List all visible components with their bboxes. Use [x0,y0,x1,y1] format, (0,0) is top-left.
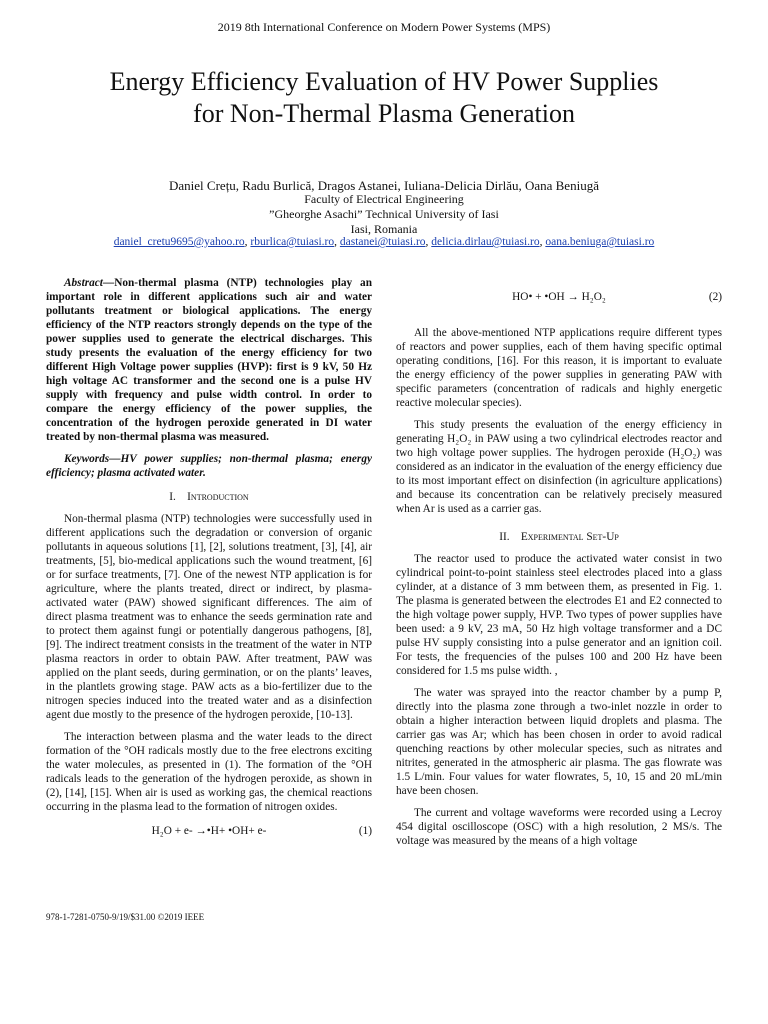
affiliation-faculty: Faculty of Electrical Engineering [304,192,464,206]
email-link[interactable]: daniel_cretu9695@yahoo.ro [113,236,245,248]
abstract-text: —Non-thermal plasma (NTP) technologies play an important role in different applications such air and water pollutants treatment or biological applications. The energy efficiency of the NTP reactors strongly depends on the type of the power supplies used to generate the electrical discharges. This study presents the evaluation of the energy efficiency for two different High Voltage power supplies (HVP): first is 9 kV, 50 Hz high voltage AC transformer and the second one is a pulse HV supply with frequency and pulse width control. In order to compare the energy efficiency of the power supplies, the concentration of the hydrogen peroxide generated in DI water treated by non-thermal plasma was measured. [46,277,372,443]
equation-number: (1) [358,825,372,837]
paragraph: The reactor used to produce the activated water consist in two cylindrical point-to-point stainless steel electrodes placed into a glass cylinder, at a distance of 3 mm between them, as presented in Fig. 1. The plasma is generated between the electrodes E1 and E2 connected to the high voltage power supply, HVP. Two types of power supplies have been used: a 9 kV, 23 mA, 50 Hz high voltage transformer and a DC pulse HV supply consisting into a pulse generator and an ignition coil. For tests, the frequencies of the pulses 100 and 200 Hz have been considered for 1.5 ms pulse width. , [396,553,722,677]
paragraph: All the above-mentioned NTP applications require different types of reactors and power supplies, each of them having specific optimal operating conditions, [16]. For this reason, it is important to evaluate the energy efficiency of the power supplies in generating PAW with specific parameters (concentration of radicals and highly energetic reactive molecular species). [396,327,722,409]
title-line-2: for Non-Thermal Plasma Generation [193,99,575,128]
section-number: II. [499,531,510,543]
section-number: I. [169,491,176,503]
equation-2 [396,290,722,308]
left-column [46,276,372,856]
equation-1 [46,824,372,842]
keywords-text: —HV power supplies; non-thermal plasma; energy efficiency; plasma activated water. [46,453,372,479]
abstract [46,276,372,444]
conference-header: 2019 8th International Conference on Modern Power Systems (MPS) [217,20,551,34]
copyright-footer: 978-1-7281-0750-9/19/$31.00 ©2019 IEEE [46,912,205,922]
email-link[interactable]: dastanei@tuiasi.ro [339,236,426,248]
abstract-label: Abstract [64,277,103,289]
affiliation-location: Iasi, Romania [350,222,418,236]
affiliation [0,192,768,237]
title-line-1: Energy Efficiency Evaluation of HV Power Supplies [109,67,659,96]
section-title: Introduction [187,491,249,503]
equation-expression: HO• + •OH → H₂O₂ [512,291,606,303]
paragraph: The current and voltage waveforms were recorded using a Lecroy 454 digital oscilloscope (OSC) with a high resolution, 2 MS/s. The voltage was measured by the means of a high voltage [396,807,722,847]
paragraph: The interaction between plasma and the water leads to the direct formation of the °OH radicals mostly due to the free electrons exciting the water molecules, as presented in (1). The formation of the °OH radicals leads to the generation of the hydrogen peroxide, as shown in (2), [14], [15]. When air is used as working gas, the chemical reactions occurring in the plasma lead to the formation of nitrogen oxides. [46,731,372,813]
email-link[interactable]: rburlica@tuiasi.ro [250,236,335,248]
paragraph: The water was sprayed into the reactor chamber by a pump P, directly into the plasma zone through a two-inlet nozzle in order to obtain a higher interaction between liquid droplets and plasma. The carrier gas was Ar; which has been chosen in order to avoid radical quenching reactions by other molecular species, such as nitrates and nitrites, generated in the atmospheric air plasma. The gas flowrate was 1.5 L/min. Four values for water flowrates, 5, 10, 15 and 20 mL/min have been chosen. [396,687,722,797]
email-link[interactable]: delicia.dirlau@tuiasi.ro [431,236,540,248]
author-list: Daniel Crețu, Radu Burlică, Dragos Astanei, Iuliana-Delicia Dirlău, Oana Beniugă [169,178,599,193]
section-title: Experimental Set-Up [520,531,619,543]
affiliation-university: ”Gheorghe Asachi” Technical University of Iasi [269,207,499,221]
keywords [46,452,372,480]
paragraph: Non-thermal plasma (NTP) technologies were successfully used in different applications such the degradation or conversion of organic pollutants in aqueous solutions [1], [2], solutions treatment, [3], [4], air treatments, [5], bio-medical applications such the wound treatment, [6] or for surface treatments, [7]. One of the newest NTP application is for agriculture, where the plants treated, direct or indirect, by plasma-activated water (PAW) showed significant differences. The aim of direct plasma treatment was to enhance the seeds germination rate and to protect them against fungi or potentially dangerous pathogens, [8], [9]. The indirect treatment consists in the treatment of the water in NTP plasma reactors in order to obtain PAW. After treatment, PAW was applied on the plant seeds, during germination, or on the plants’ leaves, in the plantlets growing stage. PAW acts as a bio-fertilizer due to the nitrogen species induced into the treated water and as a disinfection agent due mostly to the presence of the hydrogen peroxide, [10-13]. [46,513,372,721]
right-column [396,276,722,856]
email-list: daniel_cretu9695@yahoo.ro, rburlica@tuiasi.ro, dastanei@tuiasi.ro, delicia.dirlau@tuiasi.ro, oana.beniuga@tuiasi.ro [113,236,655,248]
equation-number: (2) [708,291,722,303]
paragraph: This study presents the evaluation of the energy efficiency in generating H₂O₂ in PAW using a two cylindrical electrodes reactor and two high voltage power supplies. The hydrogen peroxide (H₂O₂) was considered as an indicator in the evaluation of the energy efficiency due to its most important effect on disinfection (in agriculture applications) and because its concentration can be relatively precisely measured when Ar is used as a carrier gas. [396,419,722,515]
section-heading [396,530,722,544]
email-link[interactable]: oana.beniuga@tuiasi.ro [545,236,655,248]
section-heading [46,490,372,504]
paper-title [30,66,738,130]
equation-expression: H₂O + e- →•H+ •OH+ e- [151,825,267,837]
keywords-label: Keywords [64,453,110,465]
